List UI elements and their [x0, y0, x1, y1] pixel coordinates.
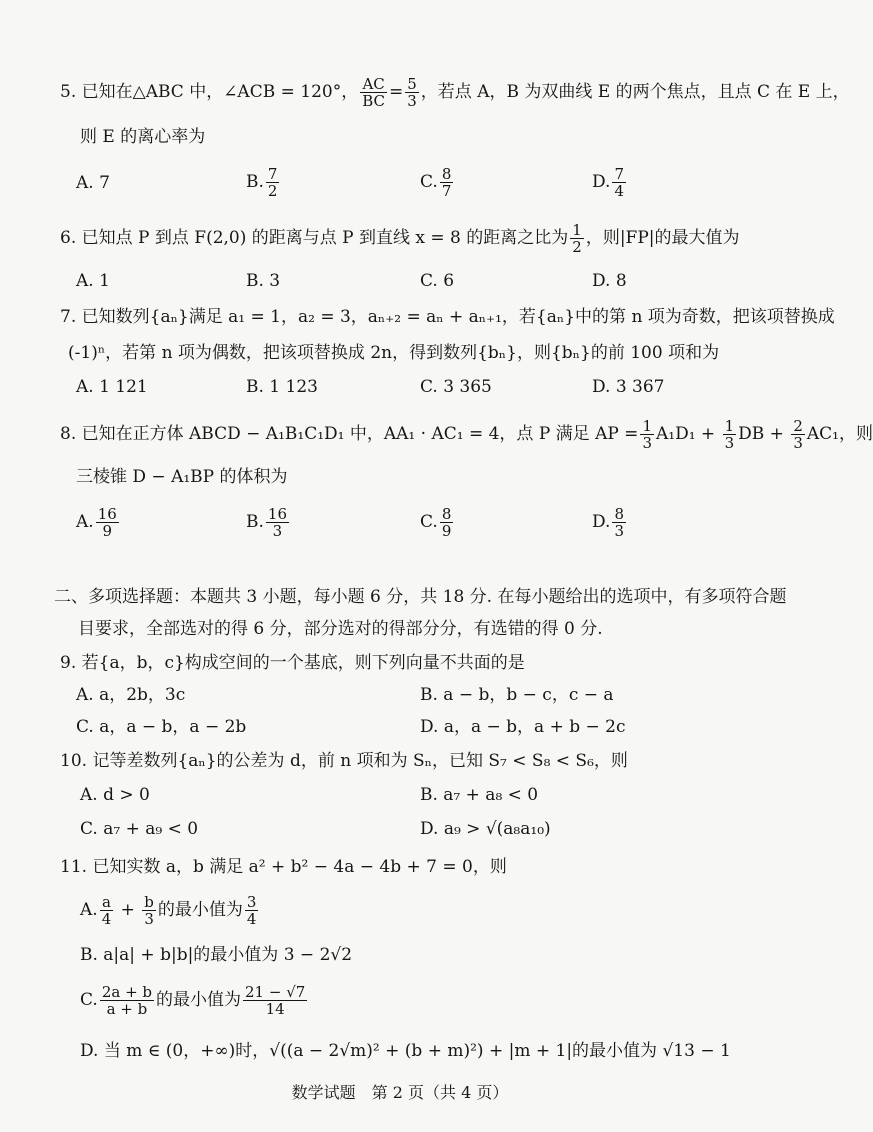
q11-option-c[interactable]: C. $\frac{2a + b}{a + b}$ 的最小值为 $\frac{21 - √7}{14}$ — [80, 983, 306, 1018]
q10-option-b[interactable]: B. a₇ + a₈ < 0 — [420, 785, 539, 805]
q11-stem: 11. 已知实数 a，b 满足 a² + b² − 4a − 4b + 7 = 0，则 — [60, 857, 507, 877]
q5-option-a[interactable]: A. 7 — [76, 173, 110, 193]
q5-option-c[interactable]: C. $\frac{8}{7}$ — [420, 165, 452, 200]
q8-stem-line2: 三棱锥 D − A₁BP 的体积为 — [76, 467, 288, 487]
q7-stem-line1: 7. 已知数列{aₙ}满足 a₁ = 1，a₂ = 3，aₙ₊₂ = aₙ + aₙ₊₁，若{aₙ}中的第 n 项为奇数，把该项替换成 — [60, 307, 835, 327]
q9-option-d[interactable]: D. a，a − b，a + b − 2c — [420, 717, 626, 737]
q11-option-d[interactable]: D. 当 m ∈ (0，+∞)时，√((a − 2√m)² + (b + m)²) + |m + 1|的最小值为 √13 − 1 — [80, 1041, 731, 1061]
q10-stem: 10. 记等差数列{aₙ}的公差为 d，前 n 项和为 Sₙ，已知 S₇ < S₈ < S₆，则 — [60, 751, 628, 771]
q7-option-c[interactable]: C. 3 365 — [420, 377, 492, 397]
q8-option-b[interactable]: B. $\frac{16}{3}$ — [246, 505, 287, 540]
q6-option-b[interactable]: B. 3 — [246, 271, 281, 291]
q6-option-c[interactable]: C. 6 — [420, 271, 455, 291]
q5-stem-line1: 5. 已知在△ABC 中，∠ACB = 120°， $\frac{AC}{BC}$ = $\frac{5}{3}$ ，若点 A，B 为双曲线 E 的两个焦点，且点 C 在 E 上， — [60, 75, 850, 110]
q5-option-b[interactable]: B. $\frac{7}{2}$ — [246, 165, 278, 200]
q7-option-d[interactable]: D. 3 367 — [592, 377, 665, 397]
q11-option-a[interactable]: A. $\frac{a}{4}$ + $\frac{b}{3}$ 的最小值为 $\frac{3}{4}$ — [80, 893, 257, 928]
q9-option-b[interactable]: B. a − b，b − c，c − a — [420, 685, 614, 705]
section2-heading-line2: 目要求，全部选对的得 6 分，部分选对的得部分分，有选错的得 0 分. — [78, 619, 603, 639]
q10-option-a[interactable]: A. d > 0 — [80, 785, 150, 805]
page-footer: 数学试题 第 2 页（共 4 页） — [291, 1083, 509, 1102]
q7-option-a[interactable]: A. 1 121 — [76, 377, 148, 397]
q7-stem-line2: (-1)ⁿ，若第 n 项为偶数，把该项替换成 2n，得到数列{bₙ}，则{bₙ}的前 100 项和为 — [68, 343, 720, 363]
q5-option-d[interactable]: D. $\frac{7}{4}$ — [592, 165, 624, 200]
q9-option-a[interactable]: A. a，2b，3c — [76, 685, 186, 705]
q6-option-d[interactable]: D. 8 — [592, 271, 627, 291]
q7-option-b[interactable]: B. 1 123 — [246, 377, 318, 397]
q5-stem-line2: 则 E 的离心率为 — [80, 127, 206, 147]
q6-stem: 6. 已知点 P 到点 F(2,0) 的距离与点 P 到直线 x = 8 的距离之比为 $\frac{1}{2}$ ，则|FP|的最大值为 — [60, 221, 740, 256]
q6-option-a[interactable]: A. 1 — [76, 271, 110, 291]
q5-ratio: $\frac{AC}{BC}$ — [362, 75, 385, 110]
q6-ratio: $\frac{1}{2}$ — [572, 221, 582, 256]
q8-option-c[interactable]: C. $\frac{8}{9}$ — [420, 505, 452, 540]
q5-ratio-value: $\frac{5}{3}$ — [407, 75, 417, 110]
q10-option-d[interactable]: D. a₉ > √(a₈a₁₀) — [420, 819, 551, 839]
q10-option-c[interactable]: C. a₇ + a₉ < 0 — [80, 819, 199, 839]
q8-option-a[interactable]: A. $\frac{16}{9}$ — [76, 505, 117, 540]
q9-stem: 9. 若{a，b，c}构成空间的一个基底，则下列向量不共面的是 — [60, 653, 525, 673]
q9-option-c[interactable]: C. a，a − b，a − 2b — [76, 717, 247, 737]
q8-option-d[interactable]: D. $\frac{8}{3}$ — [592, 505, 624, 540]
q8-stem-line1: 8. 已知在正方体 ABCD − A₁B₁C₁D₁ 中，AA₁ · AC₁ = 4，点 P 满足 AP = $\frac{1}{3}$ A₁D₁ + $\frac{1}{3}$ DB + $\frac{2}{3}$ AC₁，则 — [60, 417, 873, 452]
q11-option-b[interactable]: B. a|a| + b|b|的最小值为 3 − 2√2 — [80, 945, 353, 965]
section2-heading-line1: 二、多项选择题：本题共 3 小题，每小题 6 分，共 18 分. 在每小题给出的选项中，有多项符合题 — [54, 587, 787, 607]
